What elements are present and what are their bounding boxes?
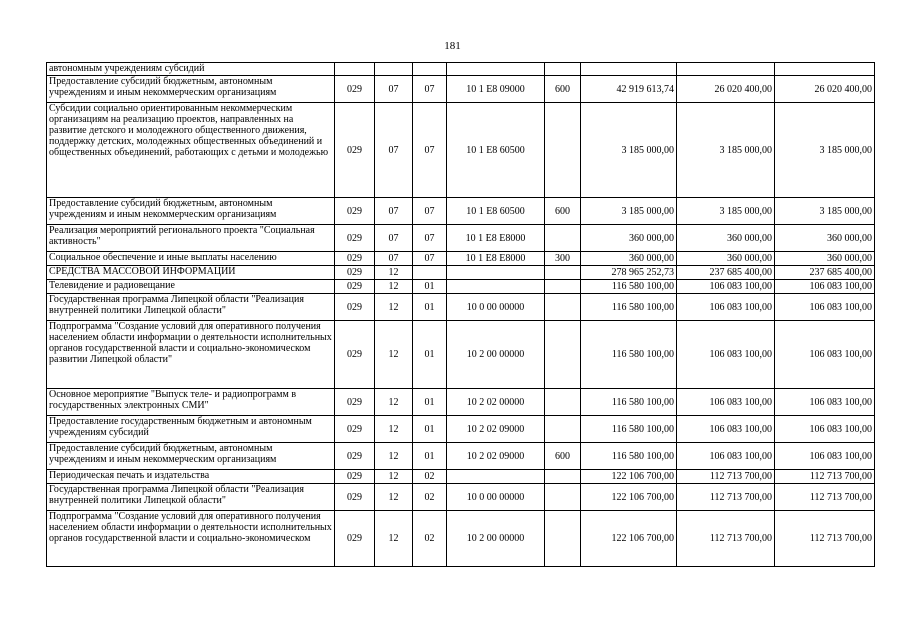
cell-sum-3: 3 185 000,00 bbox=[775, 198, 875, 225]
row-name: Подпрограмма "Создание условий для оперативного получения населением области информации о деятельности исполнительных органов государственной власти и социально-экономическом развитии Липецкой области" bbox=[47, 321, 335, 389]
cell-pr: 07 bbox=[413, 252, 447, 266]
cell-ved: 029 bbox=[335, 198, 375, 225]
cell-sum-3: 106 083 100,00 bbox=[775, 321, 875, 389]
cell-csr: 10 2 00 00000 bbox=[447, 511, 545, 567]
row-name: Субсидии социально ориентированным некоммерческим организациям на реализацию проектов, направленных на развитие детского и молодежного общественного движения, поддержку детских, молодежных общественных объединений и общественных объединений, работающих с детьми и молодежью bbox=[47, 103, 335, 198]
row-name: Предоставление субсидий бюджетным, автономным учреждениям и иным некоммерческим организациям bbox=[47, 443, 335, 470]
cell-vr: 600 bbox=[545, 76, 581, 103]
cell-csr bbox=[447, 266, 545, 280]
cell-vr bbox=[545, 294, 581, 321]
cell-sum-2: 112 713 700,00 bbox=[677, 511, 775, 567]
row-name: СРЕДСТВА МАССОВОЙ ИНФОРМАЦИИ bbox=[47, 266, 335, 280]
table-row bbox=[47, 280, 875, 294]
cell-rz: 07 bbox=[375, 103, 413, 198]
cell-sum-1: 122 106 700,00 bbox=[581, 470, 677, 484]
cell-csr: 10 0 00 00000 bbox=[447, 484, 545, 511]
cell-vr bbox=[545, 103, 581, 198]
cell-rz: 12 bbox=[375, 294, 413, 321]
cell-ved: 029 bbox=[335, 103, 375, 198]
table-row bbox=[47, 63, 875, 76]
cell-ved: 029 bbox=[335, 511, 375, 567]
budget-table bbox=[46, 62, 875, 567]
cell-sum-3: 106 083 100,00 bbox=[775, 280, 875, 294]
cell-sum-3: 106 083 100,00 bbox=[775, 416, 875, 443]
table-row bbox=[47, 416, 875, 443]
cell-ved: 029 bbox=[335, 76, 375, 103]
cell-csr: 10 1 E8 60500 bbox=[447, 198, 545, 225]
cell-sum-3: 237 685 400,00 bbox=[775, 266, 875, 280]
cell-vr bbox=[545, 266, 581, 280]
table-row bbox=[47, 252, 875, 266]
cell-sum-1: 116 580 100,00 bbox=[581, 294, 677, 321]
cell-ved: 029 bbox=[335, 321, 375, 389]
table-body bbox=[47, 63, 875, 567]
cell-pr: 01 bbox=[413, 321, 447, 389]
cell-pr: 02 bbox=[413, 511, 447, 567]
cell-rz: 07 bbox=[375, 198, 413, 225]
row-name: Подпрограмма "Создание условий для оперативного получения населением области информации о деятельности исполнительных органов государственной власти и социально-экономическом bbox=[47, 511, 335, 567]
cell-rz: 12 bbox=[375, 321, 413, 389]
cell-vr bbox=[545, 470, 581, 484]
cell-sum-1: 42 919 613,74 bbox=[581, 76, 677, 103]
cell-rz: 07 bbox=[375, 76, 413, 103]
cell-sum-3 bbox=[775, 63, 875, 76]
cell-sum-1: 3 185 000,00 bbox=[581, 198, 677, 225]
row-name: Социальное обеспечение и иные выплаты населению bbox=[47, 252, 335, 266]
cell-sum-2: 360 000,00 bbox=[677, 252, 775, 266]
cell-sum-1: 122 106 700,00 bbox=[581, 484, 677, 511]
row-name: Основное мероприятие "Выпуск теле- и радиопрограмм в государственных электронных СМИ" bbox=[47, 389, 335, 416]
cell-vr bbox=[545, 416, 581, 443]
cell-pr: 07 bbox=[413, 76, 447, 103]
cell-pr: 02 bbox=[413, 470, 447, 484]
cell-sum-3: 360 000,00 bbox=[775, 225, 875, 252]
cell-rz: 07 bbox=[375, 252, 413, 266]
cell-pr: 01 bbox=[413, 416, 447, 443]
cell-pr: 07 bbox=[413, 225, 447, 252]
cell-rz: 12 bbox=[375, 389, 413, 416]
cell-sum-1: 360 000,00 bbox=[581, 252, 677, 266]
table-row bbox=[47, 103, 875, 198]
cell-sum-1: 360 000,00 bbox=[581, 225, 677, 252]
cell-pr: 07 bbox=[413, 198, 447, 225]
cell-pr: 01 bbox=[413, 280, 447, 294]
cell-ved: 029 bbox=[335, 389, 375, 416]
row-name: Телевидение и радиовещание bbox=[47, 280, 335, 294]
table-row bbox=[47, 294, 875, 321]
cell-csr: 10 1 E8 60500 bbox=[447, 103, 545, 198]
cell-csr bbox=[447, 470, 545, 484]
cell-sum-2: 106 083 100,00 bbox=[677, 443, 775, 470]
cell-sum-1: 116 580 100,00 bbox=[581, 416, 677, 443]
cell-sum-3: 106 083 100,00 bbox=[775, 294, 875, 321]
cell-rz: 12 bbox=[375, 511, 413, 567]
cell-sum-1: 278 965 252,73 bbox=[581, 266, 677, 280]
row-name: Государственная программа Липецкой области "Реализация внутренней политики Липецкой области" bbox=[47, 484, 335, 511]
cell-pr: 01 bbox=[413, 294, 447, 321]
cell-sum-2: 106 083 100,00 bbox=[677, 321, 775, 389]
cell-rz: 12 bbox=[375, 443, 413, 470]
cell-ved: 029 bbox=[335, 225, 375, 252]
cell-rz: 12 bbox=[375, 266, 413, 280]
row-name: Предоставление субсидий бюджетным, автономным учреждениям и иным некоммерческим организациям bbox=[47, 198, 335, 225]
row-name: Государственная программа Липецкой области "Реализация внутренней политики Липецкой области" bbox=[47, 294, 335, 321]
cell-sum-2: 3 185 000,00 bbox=[677, 103, 775, 198]
table-row bbox=[47, 321, 875, 389]
cell-ved: 029 bbox=[335, 416, 375, 443]
cell-sum-3: 360 000,00 bbox=[775, 252, 875, 266]
cell-ved: 029 bbox=[335, 484, 375, 511]
row-name: Предоставление субсидий бюджетным, автономным учреждениям и иным некоммерческим организациям bbox=[47, 76, 335, 103]
cell-ved: 029 bbox=[335, 280, 375, 294]
cell-sum-3: 3 185 000,00 bbox=[775, 103, 875, 198]
cell-csr: 10 1 E8 E8000 bbox=[447, 225, 545, 252]
table-row bbox=[47, 266, 875, 280]
table-row bbox=[47, 225, 875, 252]
cell-sum-3: 106 083 100,00 bbox=[775, 389, 875, 416]
cell-vr bbox=[545, 321, 581, 389]
cell-ved: 029 bbox=[335, 443, 375, 470]
cell-rz: 12 bbox=[375, 484, 413, 511]
cell-vr bbox=[545, 225, 581, 252]
cell-ved bbox=[335, 63, 375, 76]
cell-csr: 10 2 02 00000 bbox=[447, 389, 545, 416]
cell-sum-3: 112 713 700,00 bbox=[775, 511, 875, 567]
table-row bbox=[47, 443, 875, 470]
cell-pr: 01 bbox=[413, 389, 447, 416]
cell-sum-2: 237 685 400,00 bbox=[677, 266, 775, 280]
cell-sum-2: 112 713 700,00 bbox=[677, 470, 775, 484]
cell-sum-1: 116 580 100,00 bbox=[581, 321, 677, 389]
cell-vr bbox=[545, 484, 581, 511]
cell-vr bbox=[545, 511, 581, 567]
table-row bbox=[47, 470, 875, 484]
cell-pr bbox=[413, 63, 447, 76]
cell-pr: 02 bbox=[413, 484, 447, 511]
cell-sum-2: 112 713 700,00 bbox=[677, 484, 775, 511]
row-name: Реализация мероприятий регионального проекта "Социальная активность" bbox=[47, 225, 335, 252]
cell-sum-2: 3 185 000,00 bbox=[677, 198, 775, 225]
cell-sum-2: 106 083 100,00 bbox=[677, 389, 775, 416]
cell-vr: 300 bbox=[545, 252, 581, 266]
cell-csr bbox=[447, 280, 545, 294]
cell-vr bbox=[545, 280, 581, 294]
cell-sum-1: 116 580 100,00 bbox=[581, 389, 677, 416]
cell-sum-3: 112 713 700,00 bbox=[775, 484, 875, 511]
cell-sum-2: 106 083 100,00 bbox=[677, 294, 775, 321]
cell-pr: 01 bbox=[413, 443, 447, 470]
cell-csr bbox=[447, 63, 545, 76]
cell-rz bbox=[375, 63, 413, 76]
row-name: Предоставление государственным бюджетным и автономным учреждениям субсидий bbox=[47, 416, 335, 443]
cell-vr: 600 bbox=[545, 198, 581, 225]
cell-ved: 029 bbox=[335, 252, 375, 266]
cell-ved: 029 bbox=[335, 294, 375, 321]
cell-sum-1: 3 185 000,00 bbox=[581, 103, 677, 198]
cell-rz: 12 bbox=[375, 280, 413, 294]
cell-csr: 10 2 02 09000 bbox=[447, 443, 545, 470]
cell-csr: 10 2 02 09000 bbox=[447, 416, 545, 443]
cell-sum-2: 106 083 100,00 bbox=[677, 280, 775, 294]
cell-csr: 10 2 00 00000 bbox=[447, 321, 545, 389]
cell-rz: 12 bbox=[375, 416, 413, 443]
cell-rz: 07 bbox=[375, 225, 413, 252]
cell-sum-1: 122 106 700,00 bbox=[581, 511, 677, 567]
page-number: 181 bbox=[444, 40, 461, 52]
cell-sum-1: 116 580 100,00 bbox=[581, 280, 677, 294]
cell-sum-2: 106 083 100,00 bbox=[677, 416, 775, 443]
table-row bbox=[47, 484, 875, 511]
cell-sum-1 bbox=[581, 63, 677, 76]
cell-sum-3: 106 083 100,00 bbox=[775, 443, 875, 470]
cell-rz: 12 bbox=[375, 470, 413, 484]
cell-sum-2: 26 020 400,00 bbox=[677, 76, 775, 103]
table-row bbox=[47, 511, 875, 567]
cell-ved: 029 bbox=[335, 470, 375, 484]
cell-ved: 029 bbox=[335, 266, 375, 280]
cell-sum-1: 116 580 100,00 bbox=[581, 443, 677, 470]
cell-pr: 07 bbox=[413, 103, 447, 198]
cell-vr bbox=[545, 63, 581, 76]
row-name: автономным учреждениям субсидий bbox=[47, 63, 335, 76]
table-row bbox=[47, 76, 875, 103]
cell-pr bbox=[413, 266, 447, 280]
cell-sum-3: 112 713 700,00 bbox=[775, 470, 875, 484]
row-name: Периодическая печать и издательства bbox=[47, 470, 335, 484]
cell-csr: 10 1 E8 E8000 bbox=[447, 252, 545, 266]
cell-csr: 10 1 E8 09000 bbox=[447, 76, 545, 103]
cell-vr: 600 bbox=[545, 443, 581, 470]
cell-sum-3: 26 020 400,00 bbox=[775, 76, 875, 103]
cell-sum-2: 360 000,00 bbox=[677, 225, 775, 252]
table-row bbox=[47, 198, 875, 225]
cell-vr bbox=[545, 389, 581, 416]
table-row bbox=[47, 389, 875, 416]
cell-sum-2 bbox=[677, 63, 775, 76]
cell-csr: 10 0 00 00000 bbox=[447, 294, 545, 321]
